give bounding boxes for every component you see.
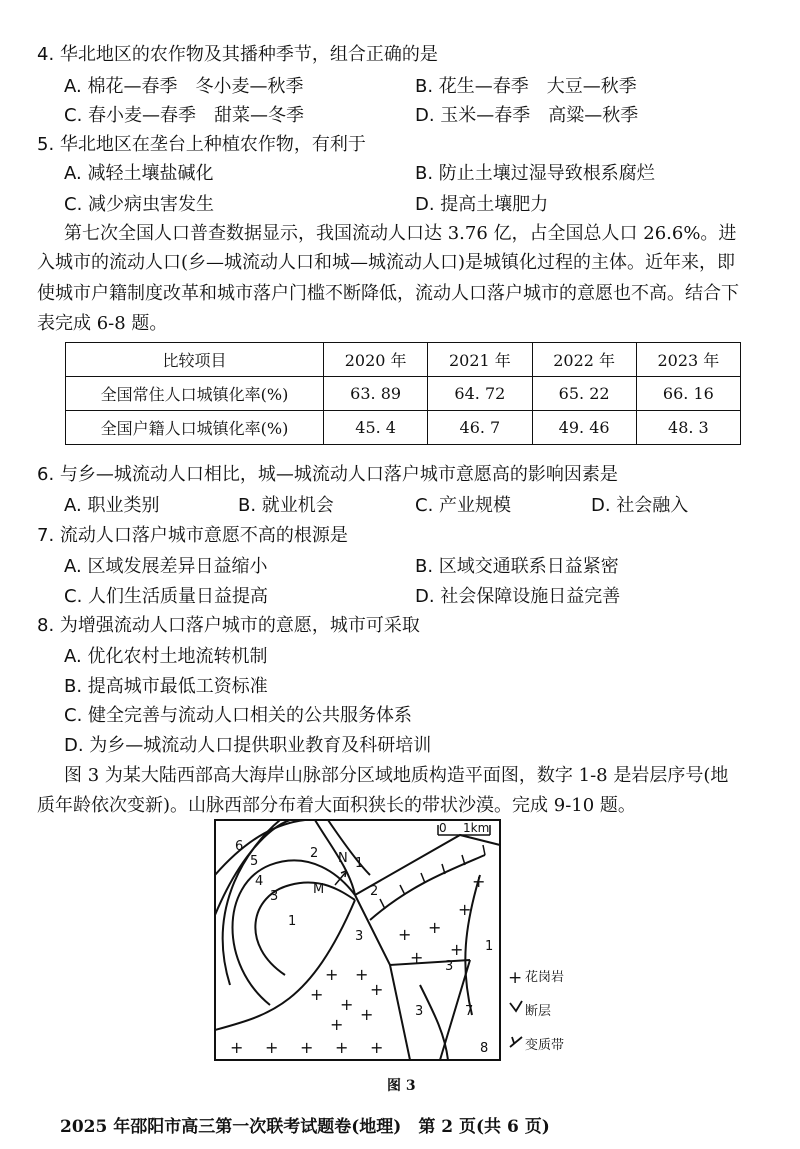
legend-fault: 断层 bbox=[525, 1004, 552, 1019]
svg-text:+: + bbox=[450, 940, 464, 959]
question-5-option-d: D. 提高土壤肥力 bbox=[415, 194, 549, 215]
legend-granite: 花岗岩 bbox=[525, 970, 565, 985]
question-5-option-b: B. 防止土壤过湿导致根系腐烂 bbox=[415, 163, 655, 184]
layer-number: 7 bbox=[465, 1004, 474, 1019]
table-cell: 48. 3 bbox=[636, 411, 740, 445]
svg-text:+: + bbox=[370, 1038, 384, 1057]
svg-text:+: + bbox=[310, 985, 324, 1004]
svg-text:+: + bbox=[300, 1038, 314, 1057]
layer-number: 8 bbox=[480, 1041, 489, 1056]
question-5-option-c: C. 减少病虫害发生 bbox=[64, 194, 215, 215]
question-4-option-d: D. 玉米—春季 高粱—秋季 bbox=[415, 105, 639, 126]
table-header-cell: 2021 年 bbox=[428, 343, 532, 377]
layer-number: 1 bbox=[288, 914, 297, 929]
question-8-option-b: B. 提高城市最低工资标准 bbox=[64, 676, 268, 697]
question-6-option-a: A. 职业类别 bbox=[64, 495, 160, 516]
legend-metamorphic: 变质带 bbox=[525, 1038, 565, 1053]
metamorphic-legend-icon bbox=[510, 1037, 522, 1047]
question-7-option-b: B. 区域交通联系日益紧密 bbox=[415, 556, 619, 577]
question-4-option-c: C. 春小麦—春季 甜菜—冬季 bbox=[64, 105, 305, 126]
question-6-option-b: B. 就业机会 bbox=[238, 495, 334, 516]
fault-line bbox=[390, 965, 410, 1060]
layer-number: 3 bbox=[270, 889, 279, 904]
question-7-option-c: C. 人们生活质量日益提高 bbox=[64, 586, 269, 607]
question-5-option-a: A. 减轻土壤盐碱化 bbox=[64, 163, 214, 184]
north-label: N bbox=[338, 851, 348, 866]
table-header-cell: 2022 年 bbox=[532, 343, 636, 377]
svg-text:+: + bbox=[325, 965, 339, 984]
svg-text:+: + bbox=[230, 1038, 244, 1057]
table-cell: 63. 89 bbox=[324, 377, 428, 411]
question-4-stem: 4. 华北地区的农作物及其播种季节，组合正确的是 bbox=[37, 44, 438, 65]
question-6-stem: 6. 与乡—城流动人口相比，城—城流动人口落户城市意愿高的影响因素是 bbox=[37, 464, 618, 485]
layer-number: 2 bbox=[370, 884, 379, 899]
table-cell: 66. 16 bbox=[636, 377, 740, 411]
question-7-stem: 7. 流动人口落户城市意愿不高的根源是 bbox=[37, 525, 348, 546]
question-8-option-a: A. 优化农村土地流转机制 bbox=[64, 646, 268, 667]
scale-label: 1km bbox=[463, 821, 490, 835]
page-footer: 2025 年邵阳市高三第一次联考试题卷(地理) 第 2 页(共 6 页) bbox=[60, 1117, 550, 1137]
svg-text:+: + bbox=[472, 872, 486, 891]
granite-legend-icon: + bbox=[508, 968, 523, 988]
svg-text:+: + bbox=[458, 900, 472, 919]
fault-legend-icon bbox=[510, 1001, 522, 1011]
svg-text:+: + bbox=[410, 948, 424, 967]
table-cell: 49. 46 bbox=[532, 411, 636, 445]
svg-text:+: + bbox=[335, 1038, 349, 1057]
passage-1-line-4: 表完成 6-8 题。 bbox=[37, 313, 168, 334]
svg-text:+: + bbox=[330, 1015, 344, 1034]
layer-number: 3 bbox=[355, 929, 364, 944]
question-8-option-c: C. 健全完善与流动人口相关的公共服务体系 bbox=[64, 705, 413, 726]
question-5-stem: 5. 华北地区在垄台上种植农作物，有利于 bbox=[37, 134, 366, 155]
layer-number: 1 bbox=[355, 856, 364, 871]
question-4-option-a: A. 棉花—春季 冬小麦—秋季 bbox=[64, 76, 304, 97]
table-cell: 46. 7 bbox=[428, 411, 532, 445]
table-row bbox=[66, 377, 741, 411]
layer-number: 3 bbox=[415, 1004, 424, 1019]
layer-number: 1 bbox=[485, 939, 494, 954]
geologic-map-figure bbox=[210, 815, 600, 1067]
svg-text:+: + bbox=[355, 965, 369, 984]
passage-2-line-1: 图 3 为某大陆西部高大海岸山脉部分区域地质构造平面图，数字 1-8 是岩层序号(地 bbox=[64, 765, 729, 786]
svg-text:+: + bbox=[398, 925, 412, 944]
question-6-option-c: C. 产业规模 bbox=[415, 495, 512, 516]
table-header-cell: 2023 年 bbox=[636, 343, 740, 377]
table-row bbox=[66, 411, 741, 445]
table-cell: 全国常住人口城镇化率(%) bbox=[66, 377, 324, 411]
passage-1-line-2: 入城市的流动人口(乡—城流动人口和城—城流动人口)是城镇化过程的主体。近年来，即 bbox=[37, 252, 736, 273]
table-header-cell: 2020 年 bbox=[324, 343, 428, 377]
question-7-option-d: D. 社会保障设施日益完善 bbox=[415, 586, 621, 607]
scale-zero: 0 bbox=[439, 821, 447, 835]
table-header-row bbox=[66, 343, 741, 377]
passage-2-line-2: 质年龄依次变新)。山脉西部分布着大面积狭长的带状沙漠。完成 9-10 题。 bbox=[37, 795, 636, 816]
table-cell: 全国户籍人口城镇化率(%) bbox=[66, 411, 324, 445]
svg-text:+: + bbox=[360, 1005, 374, 1024]
layer-boundary bbox=[215, 820, 305, 875]
svg-text:+: + bbox=[340, 995, 354, 1014]
layer-number: 5 bbox=[250, 854, 259, 869]
scale-bar bbox=[438, 821, 490, 835]
question-7-option-a: A. 区域发展差异日益缩小 bbox=[64, 556, 268, 577]
urbanization-table bbox=[65, 342, 741, 445]
passage-1-line-3: 使城市户籍制度改革和城市落户门槛不断降低，流动人口落户城市的意愿也不高。结合下 bbox=[37, 283, 739, 304]
table-cell: 64. 72 bbox=[428, 377, 532, 411]
layer-number: 4 bbox=[255, 874, 264, 889]
svg-text:+: + bbox=[428, 918, 442, 937]
table-header-cell: 比较项目 bbox=[66, 343, 324, 377]
point-m-label: M bbox=[313, 882, 325, 897]
layer-number: 2 bbox=[310, 846, 319, 861]
layer-boundary bbox=[465, 875, 480, 1015]
passage-1-line-1: 第七次全国人口普查数据显示，我国流动人口达 3.76 亿，占全国总人口 26.6%。进 bbox=[64, 223, 737, 244]
table-cell: 65. 22 bbox=[532, 377, 636, 411]
question-6-option-d: D. 社会融入 bbox=[591, 495, 689, 516]
svg-text:+: + bbox=[370, 980, 384, 999]
layer-boundary bbox=[328, 820, 370, 875]
svg-text:+: + bbox=[265, 1038, 279, 1057]
question-8-option-d: D. 为乡—城流动人口提供职业教育及科研培训 bbox=[64, 735, 432, 756]
layer-number: 3 bbox=[445, 959, 454, 974]
table-cell: 45. 4 bbox=[324, 411, 428, 445]
question-8-stem: 8. 为增强流动人口落户城市的意愿，城市可采取 bbox=[37, 615, 420, 636]
question-4-option-b: B. 花生—春季 大豆—秋季 bbox=[415, 76, 637, 97]
figure-caption: 图 3 bbox=[387, 1078, 416, 1094]
layer-number: 6 bbox=[235, 839, 244, 854]
